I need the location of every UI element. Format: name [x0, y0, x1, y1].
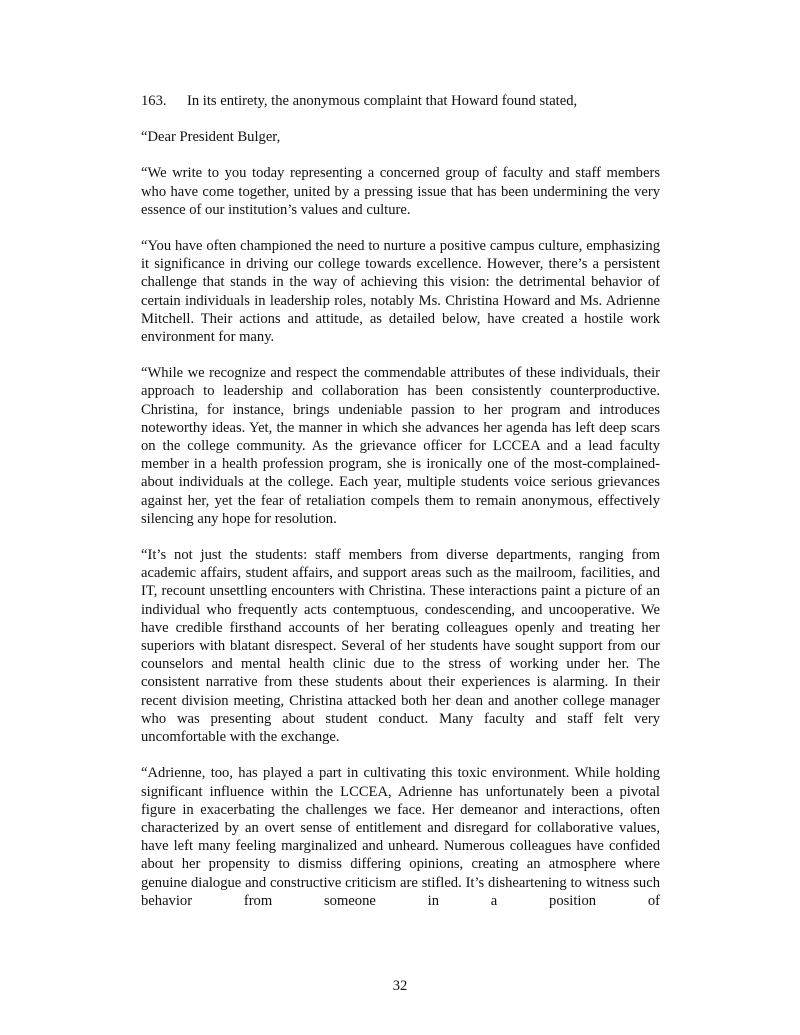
- letter-paragraph-2: “You have often championed the need to nurture a positive campus culture, emphasizing it significance in driving our college towards excellence. However, there’s a persistent challenge that stands in the way of achieving this vision: the detrimental behavior of certain individuals in leadership roles, notably Ms. Christina Howard and Ms. Adrienne Mitchell. Their actions and attitude, as detailed below, have created a hostile work environment for many.: [141, 238, 660, 346]
- letter-paragraph-1: “We write to you today representing a concerned group of faculty and staff members who have come together, united by a pressing issue that has been undermining the very essence of our institution’s values and culture.: [141, 165, 660, 218]
- letter-paragraph-4: “It’s not just the students: staff members from diverse departments, ranging from academic affairs, student affairs, and support areas such as the mailroom, facilities, and IT, recount unsettling encounters with Christina. These interactions paint a picture of an individual who frequently acts contemptuous, condescending, and uncooperative. We have credible firsthand accounts of her berating colleagues openly and treating her superiors with blatant disrespect. Several of her students have sought support from our counselors and mental health clinic due to the stress of working under her. The consistent narrative from these students about their experiences is alarming. In their recent division meeting, Christina attacked both her dean and another college manager who was presenting about student conduct. Many faculty and staff felt very uncomfortable with the exchange.: [141, 547, 660, 746]
- page-number: 32: [392, 978, 408, 994]
- numbered-paragraph-163: [141, 92, 660, 110]
- letter-paragraph-3: “While we recognize and respect the commendable attributes of these individuals, their approach to leadership and collaboration has been consistently counterproductive. Christina, for instance, brings undeniable passion to her program and introduces noteworthy ideas. Yet, the manner in which she advances her agenda has left deep scars on the college community. As the grievance officer for LCCEA and a lead faculty member in a health profession program, she is ironically one of the most-complained-about individuals at the college. Each year, multiple students voice serious grievances against her, yet the fear of retaliation compels them to remain anonymous, effectively silencing any hope for resolution.: [141, 365, 660, 527]
- paragraph-number: 163.: [141, 93, 167, 109]
- letter-salutation: “Dear President Bulger,: [141, 129, 281, 146]
- page-body: [141, 92, 660, 910]
- paragraph-163-text: In its entirety, the anonymous complaint that Howard found stated,: [187, 93, 578, 109]
- letter-paragraph-5: “Adrienne, too, has played a part in cultivating this toxic environment. While holding significant influence within the LCCEA, Adrienne has unfortunately been a pivotal figure in exacerbating the challenges we face. Her demeanor and interactions, often characterized by an overt sense of entitlement and disregard for collaborative values, have left many feeling marginalized and unheard. Numerous colleagues have confided about her propensity to dismiss differing opinions, creating an atmosphere where genuine dialogue and constructive criticism are stifled. It’s disheartening to witness such behavior from someone in a position of: [141, 765, 660, 909]
